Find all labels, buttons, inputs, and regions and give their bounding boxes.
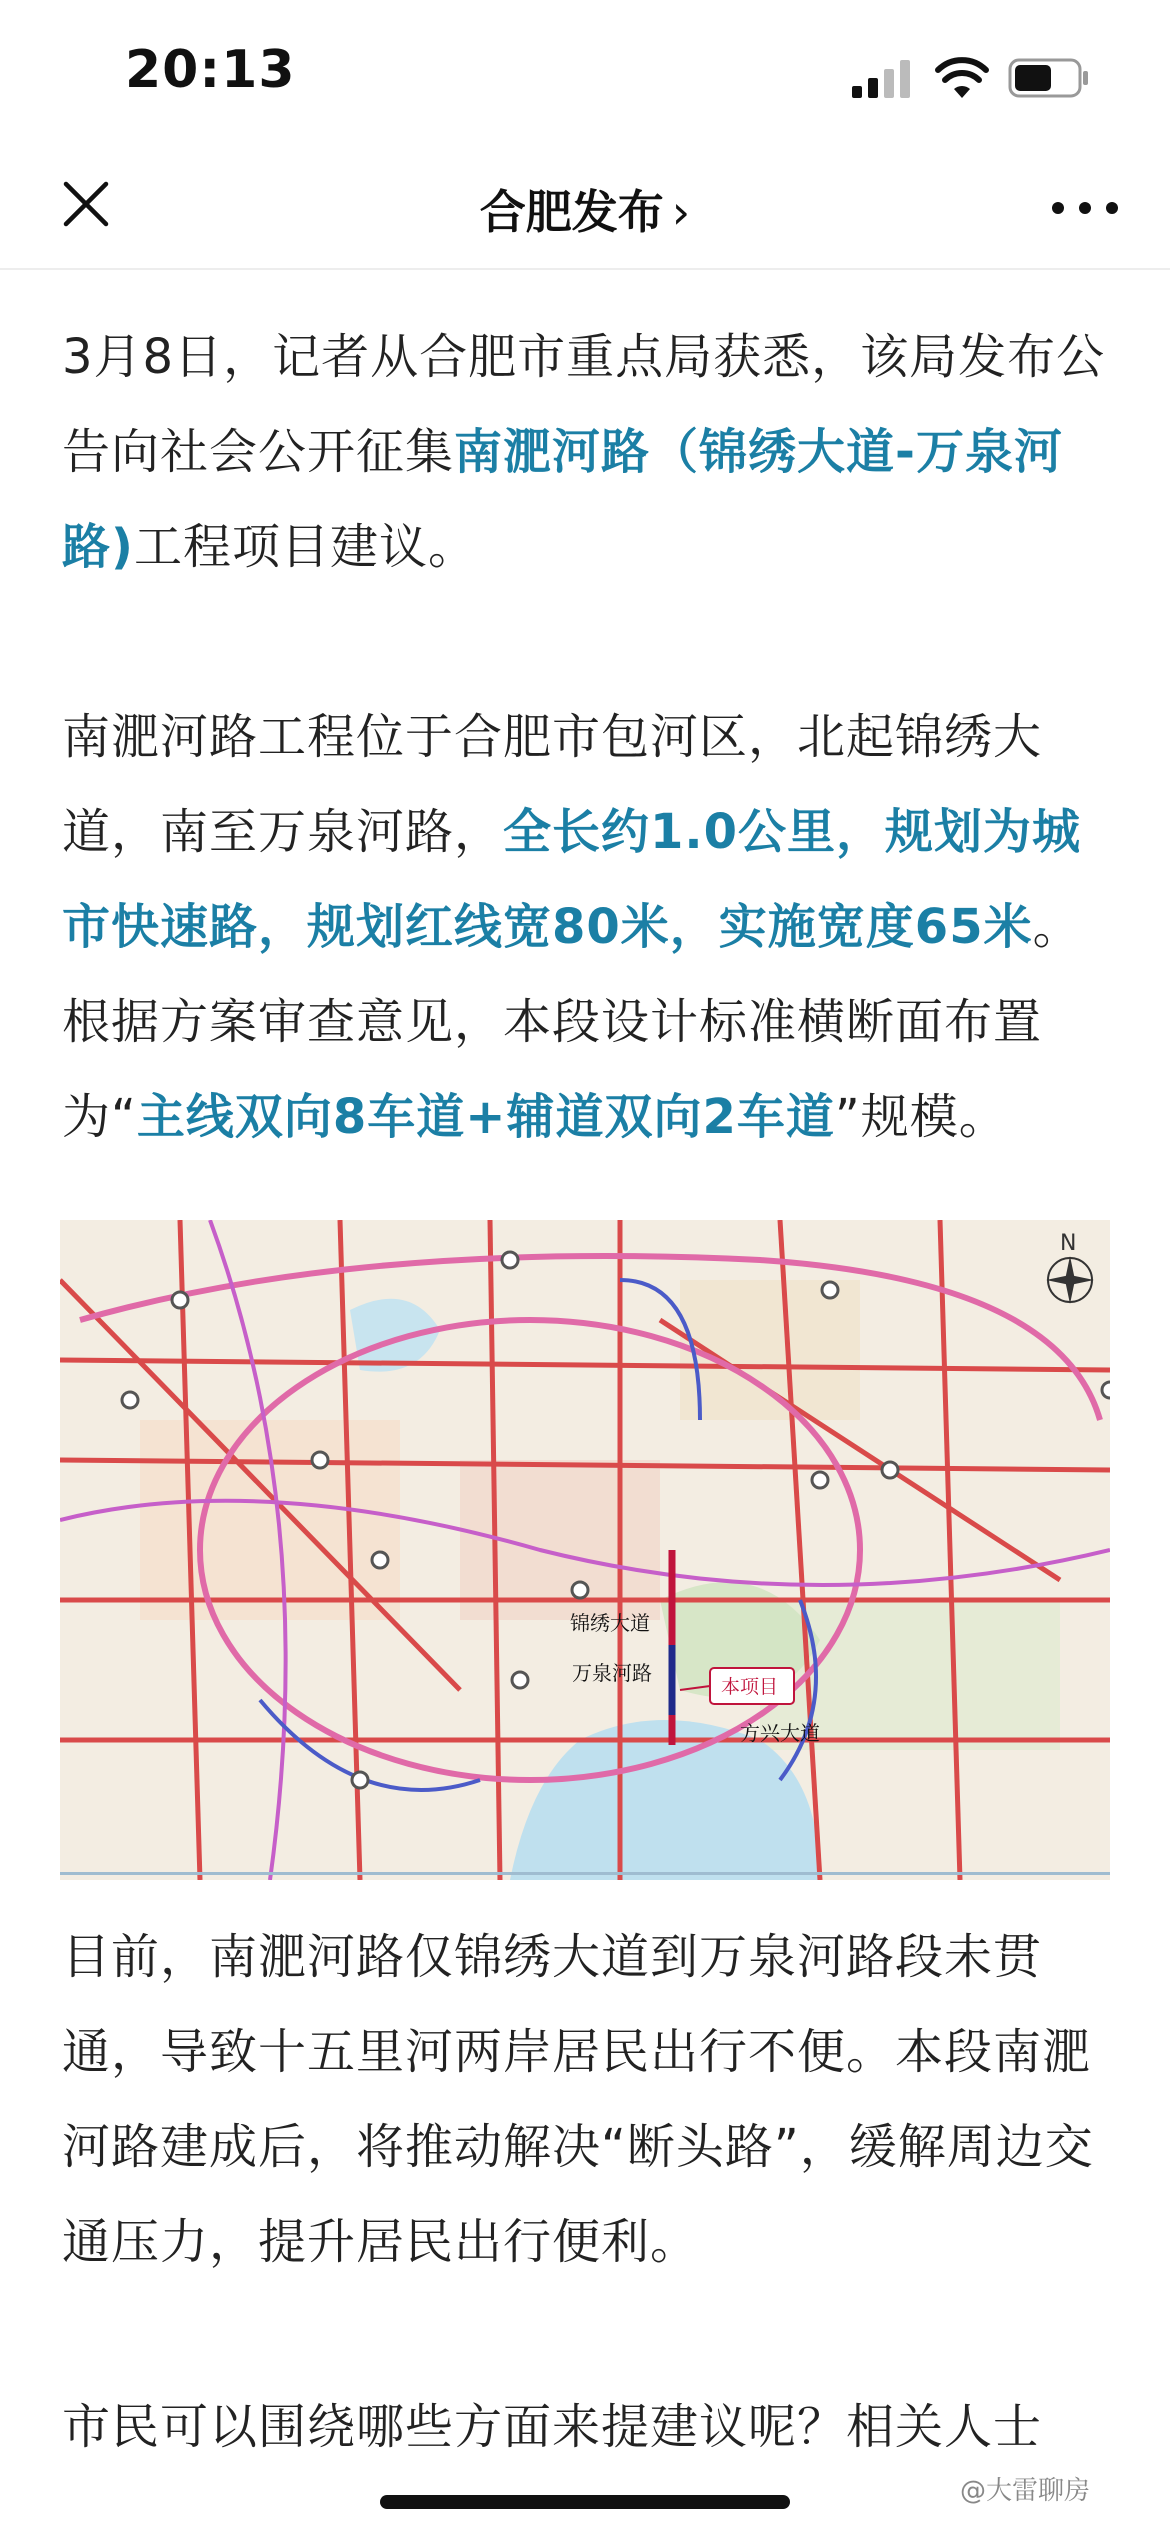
paragraph-text: 3月8日，记者从合肥市重点局获悉，该局发布公告向社会公开征集 bbox=[62, 329, 1106, 480]
cellular-signal-icon bbox=[850, 58, 914, 100]
road-map bbox=[60, 1220, 1110, 1880]
wifi-icon bbox=[935, 56, 989, 100]
more-icon[interactable] bbox=[1050, 200, 1120, 216]
battery-icon bbox=[1008, 58, 1090, 98]
chevron-right-icon: › bbox=[671, 185, 691, 239]
map-label-wanquan: 万泉河路 bbox=[572, 1661, 652, 1685]
status-time: 20:13 bbox=[125, 40, 296, 100]
paragraph-text: ”规模。 bbox=[834, 1089, 1008, 1145]
map-label-project: 本项目 bbox=[721, 1676, 779, 1698]
map-image[interactable] bbox=[60, 1220, 1110, 1880]
watermark: @大雷聊房 bbox=[960, 2476, 1091, 2506]
paragraph-text: 工程项目建议。 bbox=[133, 519, 477, 575]
highlight-text: 全长约1.0公里，规划为城市快速路，规划红线宽80米，实施宽度65米 bbox=[62, 804, 1082, 955]
highlight-text: 南淝河路（锦绣大道-万泉河路) bbox=[62, 424, 1063, 575]
north-label: N bbox=[1060, 1231, 1077, 1256]
article-paragraph-1 bbox=[62, 310, 1112, 595]
article-paragraph-4: 市民可以围绕哪些方面来提建议呢？相关人士 bbox=[62, 2399, 1043, 2455]
highlight-text: 主线双向8车道+辅道双向2车道 bbox=[136, 1089, 835, 1145]
map-label-jinxiu: 锦绣大道 bbox=[570, 1611, 650, 1635]
map-label-fangxing: 方兴大道 bbox=[740, 1721, 820, 1745]
paragraph-text: 南淝河路工程位于合肥市包河区，北起锦绣大道，南至万泉河路， bbox=[62, 709, 1043, 860]
home-indicator[interactable] bbox=[380, 2495, 790, 2509]
paragraph-text: 。根据方案审查意见，本段设计标准横断面布置为“ bbox=[62, 899, 1082, 1145]
account-name: 合肥发布 bbox=[479, 185, 664, 239]
nav-bar bbox=[0, 150, 1170, 270]
map-bottom-rule bbox=[60, 1872, 1110, 1875]
article-paragraph-2 bbox=[62, 690, 1112, 1165]
status-bar bbox=[0, 0, 1170, 150]
article-paragraph-3: 目前，南淝河路仅锦绣大道到万泉河路段未贯通，导致十五里河两岸居民出行不便。本段南淝河路建成后，将推动解决“断头路”，缓解周边交通压力，提升居民出行便利。 bbox=[62, 1929, 1094, 2270]
account-title[interactable] bbox=[0, 176, 1170, 242]
